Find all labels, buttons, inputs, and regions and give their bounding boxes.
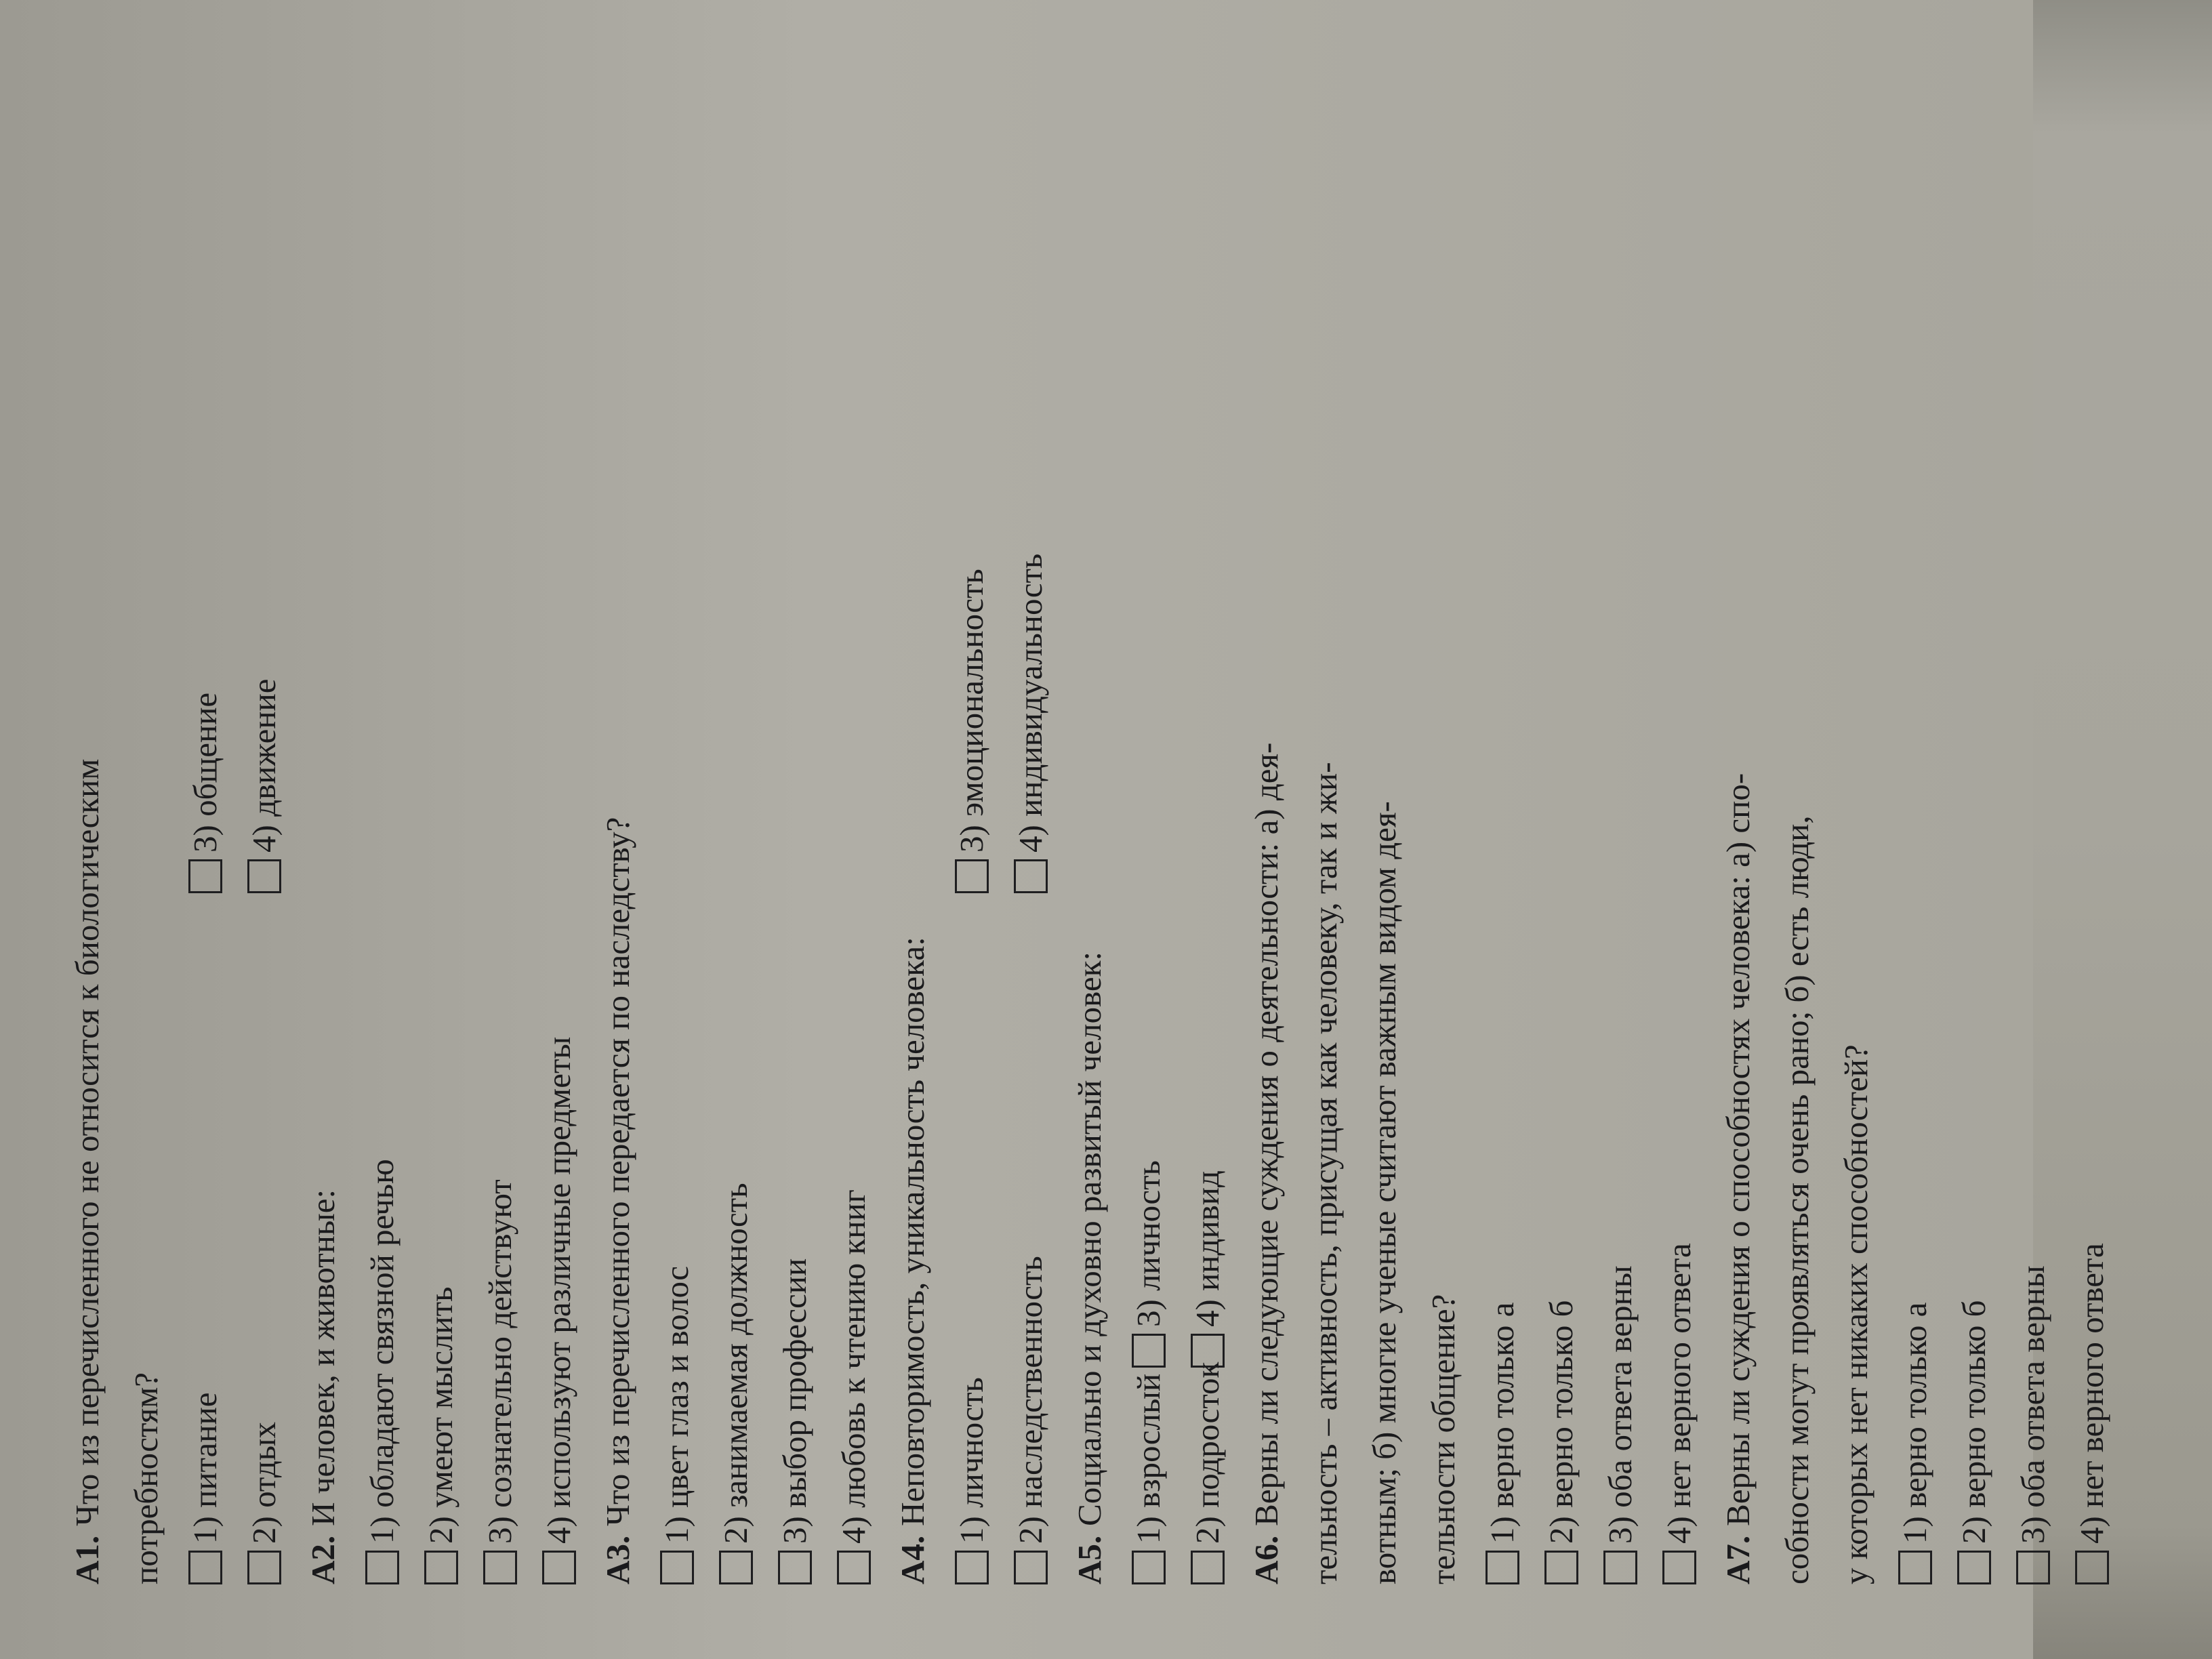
answer-option[interactable] <box>1944 134 2003 1584</box>
answer-checkbox[interactable] <box>660 1551 694 1584</box>
option-label: 3) общение <box>186 692 224 853</box>
question-number: А1. <box>68 1535 106 1584</box>
answer-option[interactable] <box>411 134 470 1584</box>
question-a2 <box>293 134 588 1584</box>
answer-checkbox[interactable] <box>837 1551 871 1584</box>
answer-option[interactable] <box>1532 134 1591 1584</box>
answer-checkbox[interactable] <box>424 1551 458 1584</box>
option-label: 3) эмоциональность <box>953 569 990 853</box>
question-text: потребностям? <box>127 1372 165 1584</box>
answer-option[interactable] <box>176 202 234 893</box>
option-label: 4) любовь к чтению книг <box>835 1189 872 1544</box>
answer-option[interactable] <box>529 134 588 1584</box>
option-label: 4) индивид <box>1189 1170 1226 1327</box>
option-label: 4) нет верного ответа <box>2073 1243 2110 1544</box>
question-text: Что из перечисленного не относится к биологическим <box>68 758 106 1526</box>
answer-option[interactable] <box>470 134 529 1584</box>
question-text: собности могут проявляться очень рано; б) есть люди, <box>1778 815 1816 1584</box>
answer-option[interactable] <box>765 134 824 1584</box>
answer-option[interactable] <box>1119 1368 1178 1584</box>
answer-checkbox[interactable] <box>365 1551 399 1584</box>
answer-option[interactable] <box>176 893 234 1584</box>
option-label: 1) верно только а <box>1483 1302 1521 1544</box>
answer-checkbox[interactable] <box>1662 1551 1696 1584</box>
answer-checkbox[interactable] <box>1014 859 1048 893</box>
option-label: 2) умеют мыслить <box>422 1286 459 1544</box>
option-label: 3) оба ответа верны <box>2014 1265 2051 1544</box>
answer-checkbox[interactable] <box>1132 1551 1166 1584</box>
answer-checkbox[interactable] <box>1898 1551 1932 1584</box>
option-label: 2) подросток <box>1189 1361 1226 1544</box>
answer-checkbox[interactable] <box>483 1551 517 1584</box>
option-label: 1) личность <box>953 1377 990 1544</box>
answer-option[interactable] <box>2003 134 2062 1584</box>
question-text: тельность – активность, присущая как человеку, так и жи- <box>1307 762 1344 1584</box>
question-number: А3. <box>599 1535 636 1584</box>
option-label: 2) верно только б <box>1542 1300 1580 1544</box>
answer-option[interactable] <box>2062 134 2121 1584</box>
option-label: 2) занимаемая должность <box>717 1183 754 1544</box>
answer-option[interactable] <box>942 202 1001 893</box>
answer-checkbox[interactable] <box>1191 1551 1225 1584</box>
question-text: тельности общение? <box>1425 1294 1462 1584</box>
answer-checkbox[interactable] <box>778 1551 812 1584</box>
option-label: 1) обладают связной речью <box>363 1159 401 1544</box>
option-label: 4) движение <box>245 678 283 853</box>
answer-checkbox[interactable] <box>719 1551 753 1584</box>
question-text: Неповторимость, уникальность человека: <box>894 937 931 1526</box>
option-label: 1) верно только а <box>1896 1302 1933 1544</box>
answer-checkbox[interactable] <box>955 859 989 893</box>
answer-option[interactable] <box>1650 134 1708 1584</box>
answer-checkbox[interactable] <box>1544 1551 1578 1584</box>
question-text: вотным; б) многие ученые считают важным видом дея- <box>1366 801 1403 1584</box>
answer-checkbox[interactable] <box>1132 1334 1166 1368</box>
question-number: А7. <box>1719 1535 1757 1584</box>
answer-checkbox[interactable] <box>188 1551 222 1584</box>
answer-checkbox[interactable] <box>247 859 281 893</box>
question-text: у которых нет никаких способностей? <box>1837 1044 1875 1584</box>
question-text: Что из перечисленного передается по наследству? <box>599 817 636 1526</box>
option-label: 3) оба ответа верны <box>1601 1265 1639 1544</box>
answer-option[interactable] <box>647 134 706 1584</box>
question-list <box>30 134 2121 1584</box>
answer-option[interactable] <box>706 134 765 1584</box>
option-label: 2) верно только б <box>1955 1300 1992 1544</box>
question-text: Социально и духовно развитый человек: <box>1071 951 1108 1526</box>
answer-checkbox[interactable] <box>1603 1551 1637 1584</box>
answer-checkbox[interactable] <box>247 1551 281 1584</box>
option-label: 4) нет верного ответа <box>1660 1243 1698 1544</box>
option-label: 4) индивидуальность <box>1012 553 1049 853</box>
question-a1 <box>58 134 293 1584</box>
answer-checkbox[interactable] <box>1957 1551 1991 1584</box>
answer-option[interactable] <box>234 893 293 1584</box>
answer-option[interactable] <box>824 134 883 1584</box>
answer-option[interactable] <box>352 134 411 1584</box>
option-label: 3) сознательно действуют <box>481 1179 518 1544</box>
question-text: И человек, и животные: <box>304 1189 342 1526</box>
answer-option[interactable] <box>234 202 293 893</box>
option-label: 4) используют различные предметы <box>540 1036 577 1544</box>
answer-option[interactable] <box>1885 134 1944 1584</box>
answer-option[interactable] <box>1001 202 1060 893</box>
answer-checkbox[interactable] <box>1191 1334 1225 1368</box>
answer-checkbox[interactable] <box>955 1551 989 1584</box>
option-label: 3) выбор профессии <box>776 1258 813 1544</box>
answer-checkbox[interactable] <box>1486 1551 1519 1584</box>
question-a7 <box>1708 134 2121 1584</box>
option-label: 1) взрослый <box>1130 1373 1167 1544</box>
option-label: 1) питание <box>186 1392 224 1544</box>
answer-option[interactable] <box>1178 676 1237 1368</box>
question-number: А6. <box>1248 1535 1285 1584</box>
question-number: А5. <box>1071 1535 1108 1584</box>
answer-option[interactable] <box>942 893 1001 1584</box>
question-number: А2. <box>304 1535 342 1584</box>
answer-option[interactable] <box>1119 676 1178 1368</box>
question-a6 <box>1237 134 1708 1584</box>
answer-option[interactable] <box>1473 134 1532 1584</box>
option-label: 2) наследственность <box>1012 1256 1049 1544</box>
question-a3 <box>588 134 883 1584</box>
answer-option[interactable] <box>1178 1361 1237 1584</box>
option-label: 1) цвет глаз и волос <box>658 1265 695 1544</box>
answer-checkbox[interactable] <box>188 859 222 893</box>
answer-option[interactable] <box>1591 134 1650 1584</box>
answer-checkbox[interactable] <box>1014 1551 1048 1584</box>
answer-checkbox[interactable] <box>542 1551 576 1584</box>
question-a4 <box>883 134 1060 1584</box>
answer-checkbox[interactable] <box>2075 1551 2109 1584</box>
question-number: А4. <box>894 1535 931 1584</box>
option-label: 2) отдых <box>245 1421 283 1544</box>
question-text: Верны ли суждения о способностях человека: а) спо- <box>1719 773 1757 1526</box>
answer-option[interactable] <box>1001 893 1060 1584</box>
answer-checkbox[interactable] <box>2016 1551 2050 1584</box>
question-a5 <box>1060 134 1237 1584</box>
question-text: Верны ли следующие суждения о деятельности: а) дея- <box>1248 742 1285 1526</box>
option-label: 3) личность <box>1130 1160 1167 1327</box>
